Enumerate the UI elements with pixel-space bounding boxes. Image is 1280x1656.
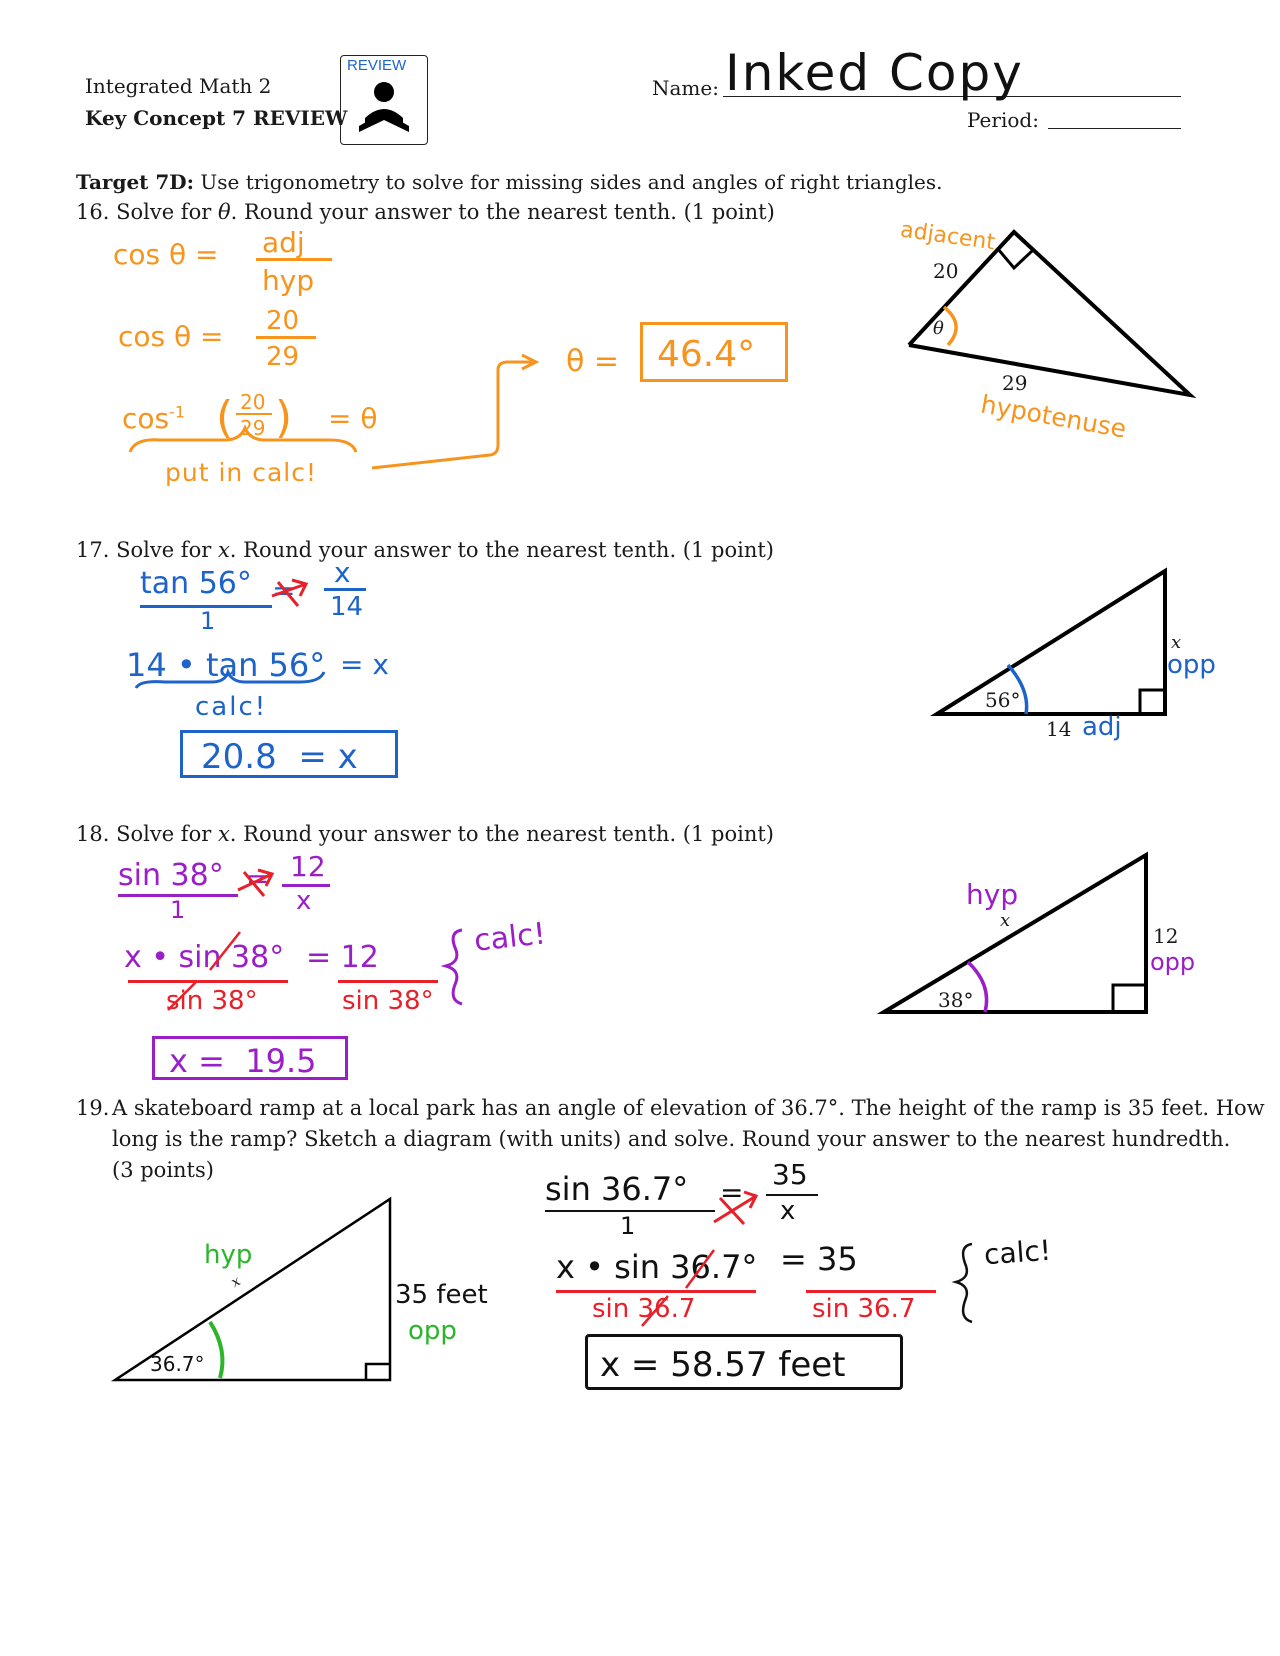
q17-prompt-b: . Round your answer to the nearest tenth. (1 point) (229, 538, 774, 562)
q19-diagram-angle: 36.7° (150, 1352, 205, 1376)
q19-diagram-hyp-note: hyp (204, 1240, 253, 1270)
q16-w2-num: 20 (266, 306, 300, 336)
q18-note-opp: opp (1150, 948, 1196, 976)
q18-w1-den: x (296, 886, 312, 916)
q19-number: 19. (76, 1096, 110, 1120)
q16-w2-left: cos θ = (118, 320, 224, 353)
q17-prompt-a: Solve for (116, 538, 218, 562)
q16-side-hyp: 29 (1002, 371, 1028, 395)
q17-side-opp: x (1171, 632, 1182, 653)
q17-number: 17. (76, 538, 110, 562)
q16-answer-prefix: θ = (566, 344, 620, 379)
q17-w1-left: tan 56° (140, 566, 252, 601)
q19-w1-num: 35 (772, 1158, 808, 1191)
q18-var: x (217, 822, 230, 846)
q16-w3-den: 29 (240, 416, 266, 440)
q18-w2-den-right: sin 38° (342, 986, 434, 1016)
q16-prompt-a: Solve for (116, 200, 218, 224)
q19-w1-one: 1 (620, 1212, 636, 1240)
q19-diagram-height: 35 feet (395, 1280, 488, 1310)
target-label: Target 7D: (76, 170, 195, 194)
q19-line3: (3 points) (112, 1158, 214, 1182)
q16-prompt-b: . Round your answer to the nearest tenth. (1 point) (230, 200, 775, 224)
q17-answer-box: 20.8 = x (180, 730, 398, 778)
q18-angle-label: 38° (938, 988, 974, 1012)
q19-w1-den: x (780, 1196, 796, 1226)
q16-w3-inverse: -1 (169, 402, 186, 422)
q17-w1-num: x (334, 556, 351, 589)
q19-note-calc: calc! (982, 1233, 1053, 1272)
q17-w2: 14 • tan 56° (126, 646, 326, 684)
name-value[interactable]: Inked Copy (725, 44, 1024, 102)
q18-prompt-b: . Round your answer to the nearest tenth. (1 point) (229, 822, 774, 846)
q19-w1-eq: = (720, 1176, 744, 1209)
q18-note-calc: calc! (472, 916, 548, 959)
q16-w3-cos: cos (122, 402, 170, 435)
q17-var: x (217, 538, 230, 562)
q18-answer-box: x = 19.5 (152, 1036, 348, 1080)
q16-w1-left: cos θ = (113, 238, 219, 271)
q18-number: 18. (76, 822, 110, 846)
q16-w3-paren-close: ) (275, 392, 293, 443)
q17-note-calc: calc! (195, 692, 268, 722)
q18-w2-eq: = 12 (306, 940, 379, 975)
q16-w3-eq: = θ (328, 402, 378, 435)
target-text: Use trigonometry to solve for missing sides and angles of right triangles. (200, 170, 943, 194)
q18-prompt-a: Solve for (116, 822, 218, 846)
q16-w3-paren: ( (216, 392, 234, 443)
q18-side-opp: 12 (1153, 924, 1179, 948)
q17-w1-eq: = (272, 574, 296, 607)
q16-note-adjacent: adjacent (898, 217, 997, 256)
q19-w2-den-right: sin 36.7 (812, 1294, 916, 1324)
q19-diagram-opp-note: opp (408, 1316, 457, 1346)
q16-note-put-in-calc: put in calc! (165, 458, 317, 487)
q19-w2-den-left: sin 36.7 (592, 1294, 696, 1324)
q16-w1-num: adj (262, 226, 305, 259)
q16-answer-box: 46.4° (640, 322, 788, 382)
q16-note-hypotenuse: hypotenuse (978, 389, 1129, 444)
q18-note-hyp: hyp (966, 878, 1019, 911)
q17-w2-eq: = x (340, 648, 389, 681)
q19-line1: A skateboard ramp at a local park has an angle of elevation of 36.7°. The height of the ramp is 35 feet. How (112, 1096, 1265, 1120)
q17-w1-one: 1 (200, 607, 216, 635)
q17-angle-label: 56° (985, 688, 1021, 712)
name-label: Name: (652, 76, 719, 100)
q19-answer-box: x = 58.57 feet (585, 1334, 903, 1390)
q16-number: 16. (76, 200, 110, 224)
q16-w3-num: 20 (240, 390, 266, 414)
q16-w2-den: 29 (266, 342, 300, 372)
q19-w1-left: sin 36.7° (545, 1170, 689, 1208)
q16-w1-den: hyp (262, 264, 315, 297)
q19-w2-eq: = 35 (780, 1240, 858, 1278)
q16-var: θ (217, 200, 231, 224)
period-label: Period: (967, 108, 1039, 132)
q18-w2-den-left: sin 38° (166, 986, 258, 1016)
q18-w1-num: 12 (290, 850, 326, 883)
q18-w1-one: 1 (170, 896, 186, 924)
unit-title: Key Concept 7 REVIEW (85, 106, 348, 130)
q18-side-hyp: x (1000, 910, 1011, 931)
q18-w2-left: x • sin 38° (124, 940, 285, 975)
q16-side-adj: 20 (933, 259, 959, 283)
q18-w1-eq: = (246, 862, 270, 895)
q18-w1-left: sin 38° (118, 858, 224, 893)
q17-note-adj: adj (1082, 712, 1122, 742)
q19-w2-left: x • sin 36.7° (556, 1248, 758, 1286)
q16-angle-label: θ (933, 318, 944, 339)
q19-diagram-hyp-var: x (228, 1273, 244, 1291)
q17-w1-den: 14 (330, 592, 364, 622)
q17-note-opp: opp (1167, 650, 1216, 680)
q17-side-adj: 14 (1046, 717, 1072, 741)
q19-line2: long is the ramp? Sketch a diagram (with units) and solve. Round your answer to the nearest hundredth. (112, 1127, 1231, 1151)
review-icon-label: REVIEW (347, 57, 407, 74)
course-title: Integrated Math 2 (85, 74, 272, 98)
